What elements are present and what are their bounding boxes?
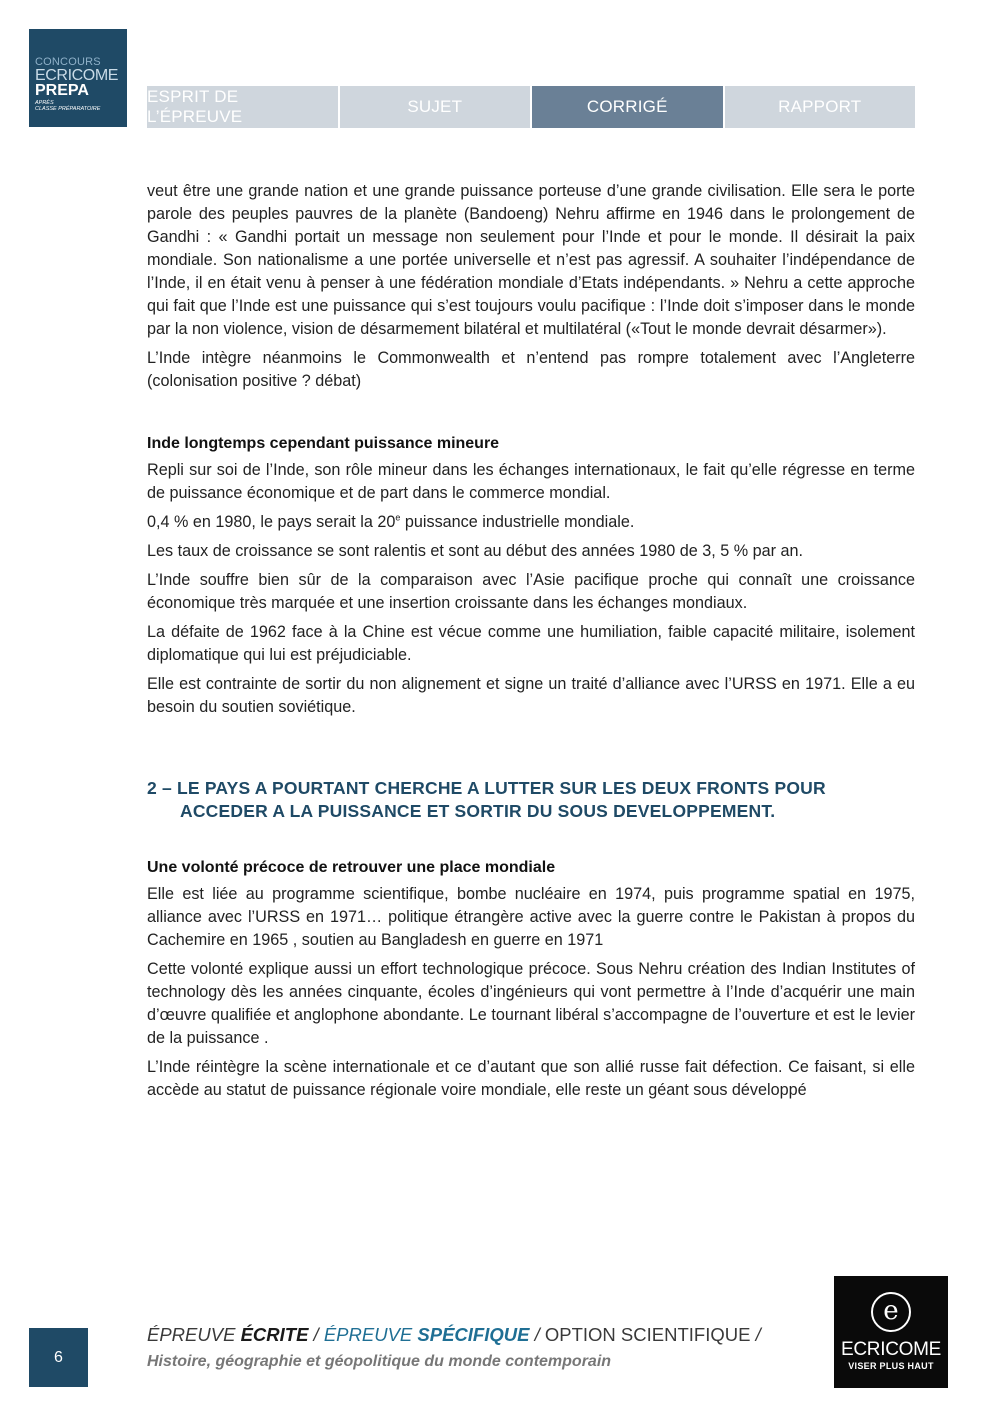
section-heading-line1: 2 – LE PAYS A POURTANT CHERCHE A LUTTER SUR LES DEUX FRONTS POUR bbox=[147, 778, 826, 798]
tab-sujet[interactable]: SUJET bbox=[340, 86, 531, 128]
paragraph: Les taux de croissance se sont ralentis et sont au début des années 1980 de 3, 5 % par an. bbox=[147, 542, 804, 560]
paragraph: La défaite de 1962 face à la Chine est vécue comme une humiliation, faible capacité militaire, isolement diplomatique qui lui est préjudiciable. bbox=[147, 623, 915, 664]
logo-line-concours: CONCOURS bbox=[35, 56, 101, 68]
paragraph: L’Inde réintègre la scène internationale et ce d’autant que son allié russe fait défection. Ce faisant, si elle accède au statut de puissance régionale voire mondiale, elle reste un géant sous développé bbox=[147, 1058, 915, 1099]
tab-corrige[interactable]: CORRIGÉ bbox=[532, 86, 723, 128]
paragraph: Elle est liée au programme scientifique, bombe nucléaire en 1974, puis programme spatial en 1975, alliance avec l’URSS en 1971… politique étrangère active avec la guerre contre le Pakistan à propos du Cachemire en 1965 , soutien au Bangladesh en guerre en 1971 bbox=[147, 885, 915, 949]
section-heading bbox=[147, 777, 915, 823]
paragraph: L’Inde intègre néanmoins le Commonwealth et n’entend pas rompre totalement avec l’Angleterre (colonisation positive ? débat) bbox=[147, 349, 915, 390]
footer-separator: / bbox=[308, 1324, 324, 1345]
section-heading-line2: ACCEDER A LA PUISSANCE ET SORTIR DU SOUS DEVELOPPEMENT. bbox=[180, 801, 776, 821]
subheading-puissance-mineure: Inde longtemps cependant puissance mineure bbox=[147, 435, 500, 452]
logo-line-prepa: PREPA bbox=[35, 82, 89, 99]
paragraph: Elle est contrainte de sortir du non alignement et signe un traité d’alliance avec l’URSS en 1971. Elle a eu besoin du soutien soviétique. bbox=[147, 675, 915, 716]
footer-separator: / bbox=[750, 1324, 761, 1345]
footer-option: OPTION SCIENTIFIQUE bbox=[544, 1324, 751, 1345]
paragraph-text: 0,4 % en 1980, le pays serait la 20 bbox=[147, 513, 396, 531]
footer-epreuve: ÉPREUVE bbox=[147, 1324, 241, 1345]
subheading-volonte-precoce: Une volonté précoce de retrouver une place mondiale bbox=[147, 859, 556, 876]
footer-subject: Histoire, géographie et géopolitique du monde contemporain bbox=[147, 1353, 612, 1370]
brand-name: ECRICOME bbox=[841, 1339, 941, 1360]
ecricome-e-icon: e bbox=[871, 1292, 911, 1332]
footer-epreuve-2: ÉPREUVE bbox=[323, 1324, 418, 1345]
paragraph bbox=[147, 511, 915, 534]
brand-tagline: VISER PLUS HAUT bbox=[848, 1361, 934, 1371]
footer-specifique: SPÉCIFIQUE bbox=[417, 1324, 530, 1345]
paragraph-text: puissance industrielle mondiale. bbox=[400, 513, 635, 531]
tab-rapport[interactable]: RAPPORT bbox=[725, 86, 916, 128]
footer-ecrite: ÉCRITE bbox=[240, 1324, 309, 1345]
logo-line-apres: APRÈS bbox=[35, 100, 54, 106]
ordinal-superscript: e bbox=[395, 512, 401, 523]
section-tabs bbox=[147, 86, 915, 128]
logo-line-classe: CLASSE PRÉPARATOIRE bbox=[35, 106, 101, 112]
paragraph: L’Inde souffre bien sûr de la comparaison avec l’Asie pacifique proche qui connaît une croissance économique très marquée et une insertion croissante dans les échanges mondiaux. bbox=[147, 571, 915, 612]
page-number: 6 bbox=[29, 1328, 88, 1387]
paragraph: Cette volonté explique aussi un effort technologique précoce. Sous Nehru création des Indian Institutes of technology dès les années cinquante, écoles d’ingénieurs qui vont permettre à l’Inde d’acquérir une main d’œuvre qualifiée et anglophone abondante. Le tournant libéral s’accompagne de l’ouverture et est le levier de la puissance . bbox=[147, 960, 915, 1047]
concours-ecricome-prepa-logo bbox=[29, 29, 127, 127]
document-body bbox=[147, 180, 915, 1108]
paragraph: veut être une grande nation et une grande puissance porteuse d’une grande civilisation. Elle sera le porte parole des peuples pauvres de la planète (Bandoeng) Nehru affirme en 1946 dans le prolongement de Gandhi : « Gandhi portait un message non seulement pour l’Inde et pour le monde. Il désirait la paix mondiale. Son nationalisme a une portée universelle et n’est pas agressif. A souhaiter l’indépendance de l’Inde, il en était venu à penser à une fédération mondiale d’Etats indépendants. » Nehru a cette approche qui fait que l’Inde est une puissance qui s’est toujours voulu pacifique : l’Inde doit s’imposer dans le monde par la non violence, vision de désarmement bilatéral et multilatéral («Tout le monde devrait désarmer»). bbox=[147, 182, 915, 338]
paragraph: Repli sur soi de l’Inde, son rôle mineur dans les échanges internationaux, le fait qu’elle régresse en terme de puissance économique et de part dans le commerce mondial. bbox=[147, 461, 915, 502]
footer-exam-line bbox=[147, 1324, 827, 1346]
logo-line-ecricome: ECRICOME bbox=[35, 67, 119, 84]
footer-separator: / bbox=[529, 1324, 545, 1345]
ecricome-brand-logo bbox=[834, 1276, 948, 1388]
tab-esprit-epreuve[interactable]: ESPRIT DE L’ÉPREUVE bbox=[147, 86, 338, 128]
footer-title bbox=[147, 1324, 827, 1373]
